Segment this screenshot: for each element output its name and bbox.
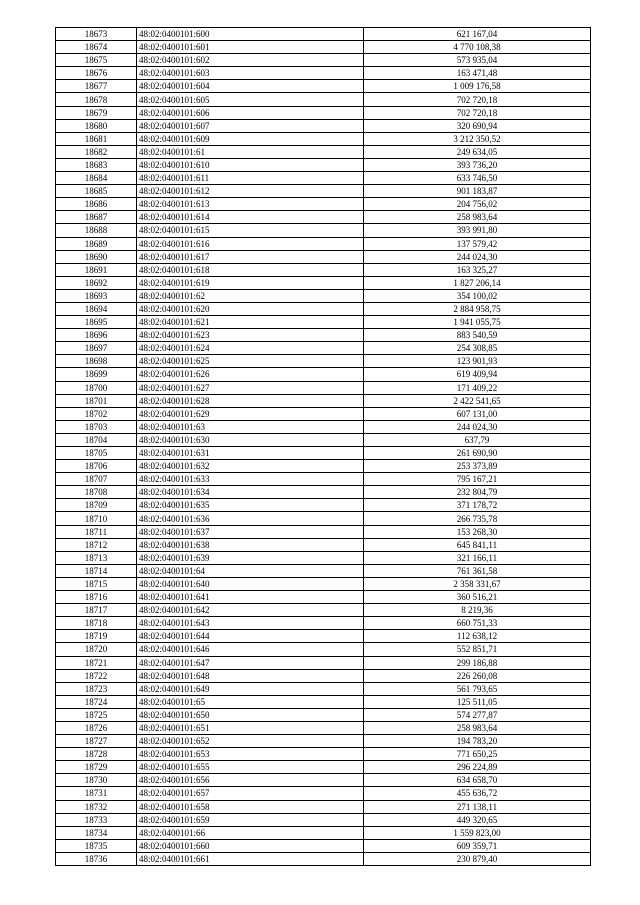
row-number-cell: 18675 — [56, 54, 137, 67]
cadastral-number-cell: 48:02:0400101:648 — [137, 669, 364, 682]
table-row — [56, 774, 591, 787]
cadastral-value-cell: 574 277,87 — [364, 708, 591, 721]
row-number-cell: 18683 — [56, 158, 137, 171]
row-number-cell: 18674 — [56, 41, 137, 54]
row-number-cell: 18681 — [56, 132, 137, 145]
row-number-cell: 18732 — [56, 800, 137, 813]
cadastral-value-cell: 261 690,90 — [364, 447, 591, 460]
row-number-cell: 18703 — [56, 420, 137, 433]
row-number-cell: 18715 — [56, 577, 137, 590]
cadastral-number-cell: 48:02:0400101:609 — [137, 132, 364, 145]
row-number-cell: 18707 — [56, 473, 137, 486]
cadastral-number-cell: 48:02:0400101:65 — [137, 695, 364, 708]
cadastral-number-cell: 48:02:0400101:620 — [137, 302, 364, 315]
cadastral-number-cell: 48:02:0400101:642 — [137, 604, 364, 617]
cadastral-number-cell: 48:02:0400101:615 — [137, 224, 364, 237]
cadastral-number-cell: 48:02:0400101:657 — [137, 787, 364, 800]
cadastral-value-cell: 1 009 176,58 — [364, 80, 591, 93]
row-number-cell: 18709 — [56, 499, 137, 512]
cadastral-value-cell: 607 131,00 — [364, 407, 591, 420]
table-row — [56, 250, 591, 263]
cadastral-value-cell: 163 471,48 — [364, 67, 591, 80]
table-row — [56, 54, 591, 67]
cadastral-value-cell: 226 260,08 — [364, 669, 591, 682]
cadastral-number-cell: 48:02:0400101:62 — [137, 289, 364, 302]
cadastral-value-cell: 1 559 823,00 — [364, 826, 591, 839]
cadastral-value-cell: 8 219,36 — [364, 604, 591, 617]
row-number-cell: 18713 — [56, 551, 137, 564]
row-number-cell: 18679 — [56, 106, 137, 119]
table-row — [56, 263, 591, 276]
table-row — [56, 28, 591, 41]
cadastral-number-cell: 48:02:0400101:604 — [137, 80, 364, 93]
table-row — [56, 447, 591, 460]
table-row — [56, 839, 591, 852]
cadastral-value-cell: 771 650,25 — [364, 748, 591, 761]
row-number-cell: 18730 — [56, 774, 137, 787]
row-number-cell: 18721 — [56, 656, 137, 669]
cadastral-number-cell: 48:02:0400101:652 — [137, 735, 364, 748]
row-number-cell: 18712 — [56, 538, 137, 551]
cadastral-number-cell: 48:02:0400101:658 — [137, 800, 364, 813]
cadastral-value-cell: 137 579,42 — [364, 237, 591, 250]
table-row — [56, 630, 591, 643]
table-row — [56, 145, 591, 158]
cadastral-value-cell: 249 634,05 — [364, 145, 591, 158]
table-row — [56, 342, 591, 355]
cadastral-value-cell: 123 901,93 — [364, 355, 591, 368]
table-row — [56, 682, 591, 695]
cadastral-value-table — [55, 27, 591, 866]
cadastral-value-cell: 621 167,04 — [364, 28, 591, 41]
table-row — [56, 433, 591, 446]
cadastral-number-cell: 48:02:0400101:649 — [137, 682, 364, 695]
cadastral-number-cell: 48:02:0400101:647 — [137, 656, 364, 669]
row-number-cell: 18696 — [56, 329, 137, 342]
table-row — [56, 276, 591, 289]
row-number-cell: 18728 — [56, 748, 137, 761]
row-number-cell: 18727 — [56, 735, 137, 748]
table-row — [56, 564, 591, 577]
row-number-cell: 18699 — [56, 368, 137, 381]
table-row — [56, 41, 591, 54]
cadastral-value-cell: 112 638,12 — [364, 630, 591, 643]
table-row — [56, 93, 591, 106]
cadastral-value-cell: 320 690,94 — [364, 119, 591, 132]
cadastral-number-cell: 48:02:0400101:656 — [137, 774, 364, 787]
row-number-cell: 18734 — [56, 826, 137, 839]
row-number-cell: 18717 — [56, 604, 137, 617]
row-number-cell: 18685 — [56, 185, 137, 198]
row-number-cell: 18724 — [56, 695, 137, 708]
cadastral-number-cell: 48:02:0400101:612 — [137, 185, 364, 198]
cadastral-number-cell: 48:02:0400101:602 — [137, 54, 364, 67]
row-number-cell: 18688 — [56, 224, 137, 237]
row-number-cell: 18733 — [56, 813, 137, 826]
table-row — [56, 211, 591, 224]
row-number-cell: 18676 — [56, 67, 137, 80]
cadastral-value-cell: 660 751,33 — [364, 617, 591, 630]
row-number-cell: 18725 — [56, 708, 137, 721]
table-row — [56, 617, 591, 630]
row-number-cell: 18729 — [56, 761, 137, 774]
table-row — [56, 577, 591, 590]
cadastral-value-cell: 2 422 541,65 — [364, 394, 591, 407]
cadastral-value-cell: 2 358 331,67 — [364, 577, 591, 590]
cadastral-number-cell: 48:02:0400101:601 — [137, 41, 364, 54]
row-number-cell: 18708 — [56, 486, 137, 499]
table-row — [56, 460, 591, 473]
table-row — [56, 735, 591, 748]
row-number-cell: 18673 — [56, 28, 137, 41]
table-row — [56, 826, 591, 839]
table-row — [56, 394, 591, 407]
cadastral-value-cell: 761 361,58 — [364, 564, 591, 577]
cadastral-value-cell: 393 991,80 — [364, 224, 591, 237]
table-row — [56, 302, 591, 315]
cadastral-number-cell: 48:02:0400101:606 — [137, 106, 364, 119]
cadastral-value-cell: 3 212 350,52 — [364, 132, 591, 145]
table-row — [56, 787, 591, 800]
cadastral-value-cell: 258 983,64 — [364, 721, 591, 734]
row-number-cell: 18736 — [56, 852, 137, 865]
cadastral-number-cell: 48:02:0400101:613 — [137, 198, 364, 211]
row-number-cell: 18680 — [56, 119, 137, 132]
cadastral-value-cell: 296 224,89 — [364, 761, 591, 774]
cadastral-number-cell: 48:02:0400101:637 — [137, 525, 364, 538]
table-row — [56, 237, 591, 250]
table-row — [56, 656, 591, 669]
cadastral-value-cell: 321 166,11 — [364, 551, 591, 564]
row-number-cell: 18690 — [56, 250, 137, 263]
table-row — [56, 695, 591, 708]
table-row — [56, 368, 591, 381]
cadastral-value-cell: 455 636,72 — [364, 787, 591, 800]
cadastral-value-cell: 171 409,22 — [364, 381, 591, 394]
row-number-cell: 18682 — [56, 145, 137, 158]
table-row — [56, 224, 591, 237]
cadastral-value-cell: 1 941 055,75 — [364, 316, 591, 329]
row-number-cell: 18722 — [56, 669, 137, 682]
cadastral-number-cell: 48:02:0400101:640 — [137, 577, 364, 590]
table-row — [56, 748, 591, 761]
table-row — [56, 132, 591, 145]
cadastral-value-cell: 634 658,70 — [364, 774, 591, 787]
table-row — [56, 381, 591, 394]
row-number-cell: 18687 — [56, 211, 137, 224]
cadastral-number-cell: 48:02:0400101:66 — [137, 826, 364, 839]
row-number-cell: 18684 — [56, 172, 137, 185]
cadastral-number-cell: 48:02:0400101:625 — [137, 355, 364, 368]
cadastral-number-cell: 48:02:0400101:636 — [137, 512, 364, 525]
cadastral-value-cell: 1 827 206,14 — [364, 276, 591, 289]
cadastral-number-cell: 48:02:0400101:619 — [137, 276, 364, 289]
row-number-cell: 18689 — [56, 237, 137, 250]
table-row — [56, 172, 591, 185]
cadastral-value-cell: 244 024,30 — [364, 250, 591, 263]
row-number-cell: 18677 — [56, 80, 137, 93]
table-row — [56, 708, 591, 721]
cadastral-value-cell: 573 935,04 — [364, 54, 591, 67]
cadastral-number-cell: 48:02:0400101:635 — [137, 499, 364, 512]
cadastral-number-cell: 48:02:0400101:621 — [137, 316, 364, 329]
table-row — [56, 852, 591, 865]
cadastral-value-cell: 883 540,59 — [364, 329, 591, 342]
cadastral-number-cell: 48:02:0400101:634 — [137, 486, 364, 499]
cadastral-number-cell: 48:02:0400101:651 — [137, 721, 364, 734]
row-number-cell: 18678 — [56, 93, 137, 106]
table-row — [56, 604, 591, 617]
table-body — [56, 28, 591, 866]
cadastral-number-cell: 48:02:0400101:643 — [137, 617, 364, 630]
row-number-cell: 18701 — [56, 394, 137, 407]
row-number-cell: 18723 — [56, 682, 137, 695]
cadastral-value-cell: 163 325,27 — [364, 263, 591, 276]
cadastral-value-cell: 619 409,94 — [364, 368, 591, 381]
cadastral-value-cell: 795 167,21 — [364, 473, 591, 486]
table-row — [56, 289, 591, 302]
cadastral-value-cell: 449 320,65 — [364, 813, 591, 826]
row-number-cell: 18695 — [56, 316, 137, 329]
table-row — [56, 158, 591, 171]
cadastral-value-cell: 702 720,18 — [364, 106, 591, 119]
cadastral-value-cell: 253 373,89 — [364, 460, 591, 473]
cadastral-number-cell: 48:02:0400101:64 — [137, 564, 364, 577]
table-row — [56, 591, 591, 604]
table-row — [56, 669, 591, 682]
row-number-cell: 18700 — [56, 381, 137, 394]
row-number-cell: 18691 — [56, 263, 137, 276]
table-row — [56, 538, 591, 551]
table-row — [56, 800, 591, 813]
cadastral-value-cell: 552 851,71 — [364, 643, 591, 656]
row-number-cell: 18686 — [56, 198, 137, 211]
table-row — [56, 551, 591, 564]
cadastral-value-cell: 254 308,85 — [364, 342, 591, 355]
table-row — [56, 486, 591, 499]
table-row — [56, 761, 591, 774]
table-row — [56, 499, 591, 512]
cadastral-number-cell: 48:02:0400101:627 — [137, 381, 364, 394]
cadastral-number-cell: 48:02:0400101:626 — [137, 368, 364, 381]
table-row — [56, 119, 591, 132]
table-row — [56, 80, 591, 93]
cadastral-number-cell: 48:02:0400101:631 — [137, 447, 364, 460]
cadastral-number-cell: 48:02:0400101:618 — [137, 263, 364, 276]
cadastral-value-cell: 393 736,20 — [364, 158, 591, 171]
row-number-cell: 18731 — [56, 787, 137, 800]
cadastral-number-cell: 48:02:0400101:650 — [137, 708, 364, 721]
row-number-cell: 18706 — [56, 460, 137, 473]
row-number-cell: 18720 — [56, 643, 137, 656]
table-row — [56, 329, 591, 342]
cadastral-value-cell: 354 100,02 — [364, 289, 591, 302]
table-row — [56, 198, 591, 211]
table-row — [56, 512, 591, 525]
cadastral-value-cell: 702 720,18 — [364, 93, 591, 106]
row-number-cell: 18692 — [56, 276, 137, 289]
cadastral-value-cell: 271 138,11 — [364, 800, 591, 813]
row-number-cell: 18702 — [56, 407, 137, 420]
table-row — [56, 473, 591, 486]
table-row — [56, 420, 591, 433]
cadastral-number-cell: 48:02:0400101:638 — [137, 538, 364, 551]
cadastral-number-cell: 48:02:0400101:616 — [137, 237, 364, 250]
cadastral-value-cell: 194 783,20 — [364, 735, 591, 748]
cadastral-value-cell: 2 884 958,75 — [364, 302, 591, 315]
cadastral-number-cell: 48:02:0400101:630 — [137, 433, 364, 446]
table-row — [56, 67, 591, 80]
cadastral-number-cell: 48:02:0400101:603 — [137, 67, 364, 80]
cadastral-value-cell: 645 841,11 — [364, 538, 591, 551]
cadastral-value-cell: 204 756,02 — [364, 198, 591, 211]
table-row — [56, 316, 591, 329]
cadastral-number-cell: 48:02:0400101:610 — [137, 158, 364, 171]
cadastral-value-cell: 125 511,05 — [364, 695, 591, 708]
cadastral-value-cell: 230 879,40 — [364, 852, 591, 865]
cadastral-value-cell: 360 516,21 — [364, 591, 591, 604]
row-number-cell: 18705 — [56, 447, 137, 460]
row-number-cell: 18726 — [56, 721, 137, 734]
row-number-cell: 18697 — [56, 342, 137, 355]
cadastral-value-cell: 244 024,30 — [364, 420, 591, 433]
row-number-cell: 18718 — [56, 617, 137, 630]
cadastral-value-cell: 258 983,64 — [364, 211, 591, 224]
cadastral-number-cell: 48:02:0400101:641 — [137, 591, 364, 604]
cadastral-number-cell: 48:02:0400101:624 — [137, 342, 364, 355]
cadastral-value-cell: 4 770 108,38 — [364, 41, 591, 54]
cadastral-number-cell: 48:02:0400101:644 — [137, 630, 364, 643]
row-number-cell: 18735 — [56, 839, 137, 852]
cadastral-number-cell: 48:02:0400101:661 — [137, 852, 364, 865]
row-number-cell: 18693 — [56, 289, 137, 302]
cadastral-value-cell: 637,79 — [364, 433, 591, 446]
cadastral-value-cell: 609 359,71 — [364, 839, 591, 852]
cadastral-value-cell: 153 268,30 — [364, 525, 591, 538]
cadastral-value-cell: 299 186,88 — [364, 656, 591, 669]
cadastral-number-cell: 48:02:0400101:611 — [137, 172, 364, 185]
cadastral-value-cell: 633 746,50 — [364, 172, 591, 185]
cadastral-number-cell: 48:02:0400101:628 — [137, 394, 364, 407]
cadastral-value-cell: 901 183,87 — [364, 185, 591, 198]
row-number-cell: 18694 — [56, 302, 137, 315]
cadastral-number-cell: 48:02:0400101:629 — [137, 407, 364, 420]
table-row — [56, 643, 591, 656]
table-row — [56, 721, 591, 734]
cadastral-number-cell: 48:02:0400101:633 — [137, 473, 364, 486]
cadastral-number-cell: 48:02:0400101:61 — [137, 145, 364, 158]
table-row — [56, 813, 591, 826]
cadastral-number-cell: 48:02:0400101:659 — [137, 813, 364, 826]
table-row — [56, 407, 591, 420]
cadastral-value-cell: 561 793,65 — [364, 682, 591, 695]
cadastral-number-cell: 48:02:0400101:617 — [137, 250, 364, 263]
table-row — [56, 185, 591, 198]
row-number-cell: 18716 — [56, 591, 137, 604]
cadastral-number-cell: 48:02:0400101:614 — [137, 211, 364, 224]
row-number-cell: 18714 — [56, 564, 137, 577]
cadastral-number-cell: 48:02:0400101:605 — [137, 93, 364, 106]
cadastral-number-cell: 48:02:0400101:655 — [137, 761, 364, 774]
row-number-cell: 18719 — [56, 630, 137, 643]
cadastral-number-cell: 48:02:0400101:623 — [137, 329, 364, 342]
cadastral-number-cell: 48:02:0400101:632 — [137, 460, 364, 473]
table-row — [56, 355, 591, 368]
cadastral-number-cell: 48:02:0400101:63 — [137, 420, 364, 433]
cadastral-value-cell: 232 804,79 — [364, 486, 591, 499]
row-number-cell: 18711 — [56, 525, 137, 538]
table-row — [56, 106, 591, 119]
table-row — [56, 525, 591, 538]
cadastral-value-cell: 266 735,78 — [364, 512, 591, 525]
cadastral-number-cell: 48:02:0400101:600 — [137, 28, 364, 41]
row-number-cell: 18710 — [56, 512, 137, 525]
cadastral-number-cell: 48:02:0400101:607 — [137, 119, 364, 132]
cadastral-number-cell: 48:02:0400101:639 — [137, 551, 364, 564]
cadastral-number-cell: 48:02:0400101:653 — [137, 748, 364, 761]
row-number-cell: 18704 — [56, 433, 137, 446]
cadastral-number-cell: 48:02:0400101:660 — [137, 839, 364, 852]
cadastral-number-cell: 48:02:0400101:646 — [137, 643, 364, 656]
row-number-cell: 18698 — [56, 355, 137, 368]
cadastral-value-cell: 371 178,72 — [364, 499, 591, 512]
